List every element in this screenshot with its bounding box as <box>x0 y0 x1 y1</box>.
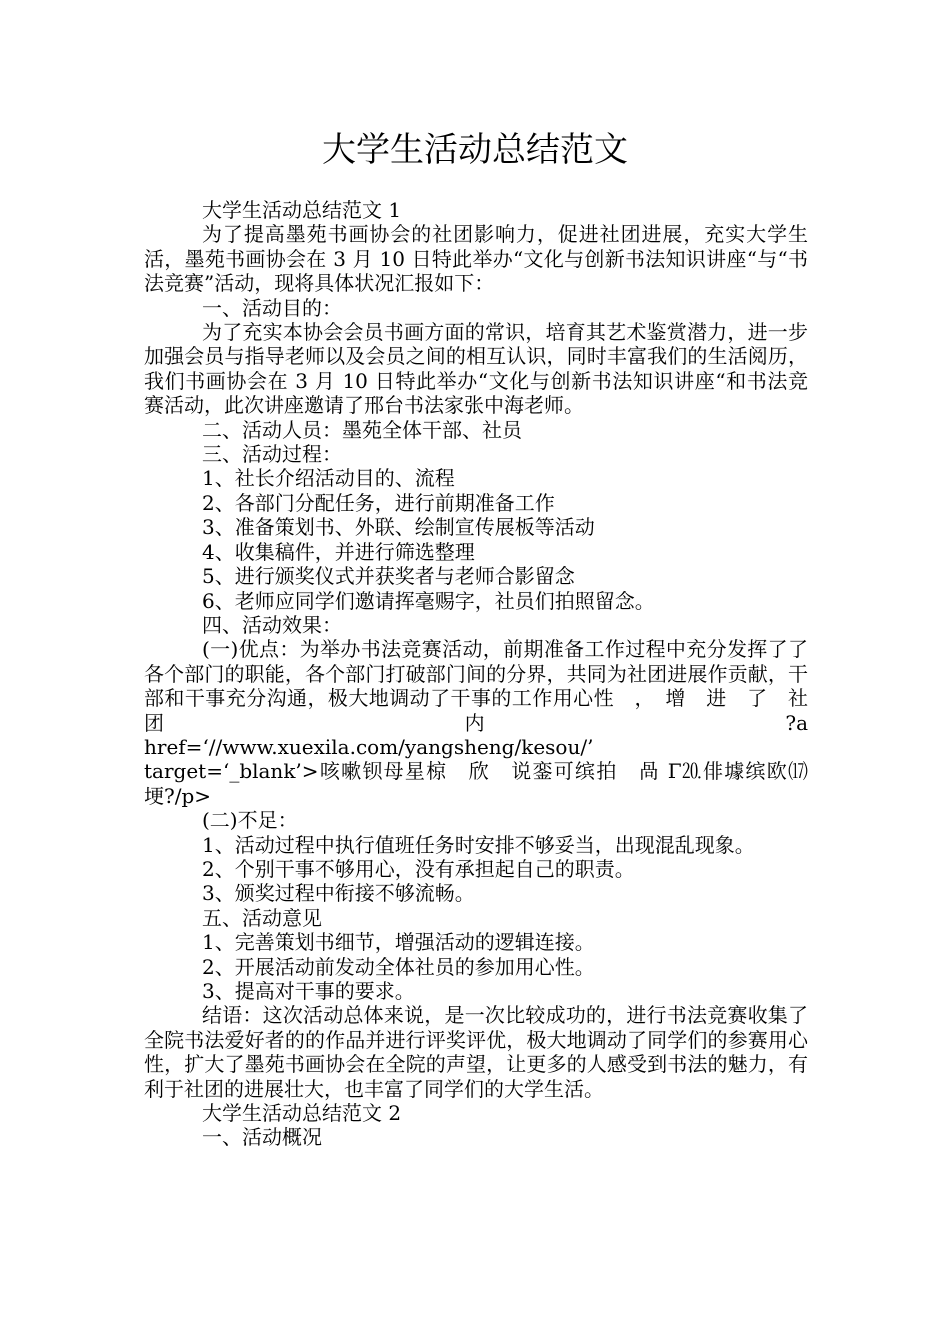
body-paragraph: 结语：这次活动总体来说，是一次比较成功的，进行书法竞赛收集了全院书法爱好者的的作品并进行评奖评优，极大地调动了同学们的参赛用心性，扩大了墨苑书画协会在全院的声望，让更多的人感受到书法的魅力，有利于社团的进展壮大，也丰富了同学们的大学生活。 <box>144 1003 808 1101</box>
body-paragraph: 为了提高墨苑书画协会的社团影响力，促进社团进展，充实大学生活，墨苑书画协会在 3 月 10 日特此举办“文化与创新书法知识讲座“与“书法竞赛”活动，现将具体状况汇报如下： <box>144 222 808 296</box>
garbled-link-line: target=‘_blank’>咳嗽钡母星椋 欣 说銮可缤拍 咼 Γ⒛俳壉缤欧⒄埂?/p> <box>144 759 808 808</box>
body-paragraph: 为了充实本协会会员书画方面的常识，培育其艺术鉴赏潜力，进一步加强会员与指导老师以及会员之间的相互认识，同时丰富我们的生活阅历，我们书画协会在 3 月 10 日特此举办“文化与创新书法知识讲座“和书法竞赛活动，此次讲座邀请了邢台书法家张中海老师。 <box>144 320 808 418</box>
list-item: 3、颁奖过程中衔接不够流畅。 <box>202 881 475 906</box>
list-item: 3、准备策划书、外联、绘制宣传展板等活动 <box>202 515 595 540</box>
list-item: 1、社长介绍活动目的、流程 <box>202 466 455 491</box>
section-heading-2: 大学生活动总结范文 2 <box>202 1101 402 1126</box>
list-item: 2、各部门分配任务，进行前期准备工作 <box>202 490 555 515</box>
subheading: 三、活动过程： <box>202 442 342 467</box>
subheading: 一、活动目的： <box>202 295 342 320</box>
list-item: 4、收集稿件，并进行筛选整理 <box>202 539 475 564</box>
body-paragraph: (一)优点：为举办书法竞赛活动，前期准备工作过程中充分发挥了了各个部门的职能，各个部门打破部门间的分界，共同为社团进展作贡献，干部和干事充分沟通，极大地调动了干事的工作用心性 ， 增 进 了 社 团 内 ?a <box>144 637 828 735</box>
list-item: 2、开展活动前发动全体社员的参加用心性。 <box>202 954 595 979</box>
list-item: 1、活动过程中执行值班任务时安排不够妥当，出现混乱现象。 <box>202 832 755 857</box>
list-item: 5、进行颁奖仪式并获奖者与老师合影留念 <box>202 564 575 589</box>
list-item: 6、老师应同学们邀请挥毫赐字，社员们拍照留念。 <box>202 588 655 613</box>
subheading: 一、活动概况 <box>202 1125 322 1150</box>
list-item: 1、完善策划书细节，增强活动的逻辑连接。 <box>202 930 595 955</box>
subheading: 二、活动人员：墨苑全体干部、社员 <box>202 417 522 442</box>
subheading: 四、活动效果： <box>202 612 342 637</box>
list-item: 2、个别干事不够用心，没有承担起自己的职责。 <box>202 856 635 881</box>
subheading: 五、活动意见 <box>202 905 322 930</box>
document-body <box>144 198 828 1150</box>
subheading: (二)不足： <box>202 808 298 833</box>
garbled-link-line: href=‘//www.xuexila.com/yangsheng/kesou/’ <box>144 734 594 759</box>
document-title: 大学生活动总结范文 <box>322 130 628 170</box>
list-item: 3、提高对干事的要求。 <box>202 979 415 1003</box>
section-heading-1: 大学生活动总结范文 1 <box>202 198 402 222</box>
